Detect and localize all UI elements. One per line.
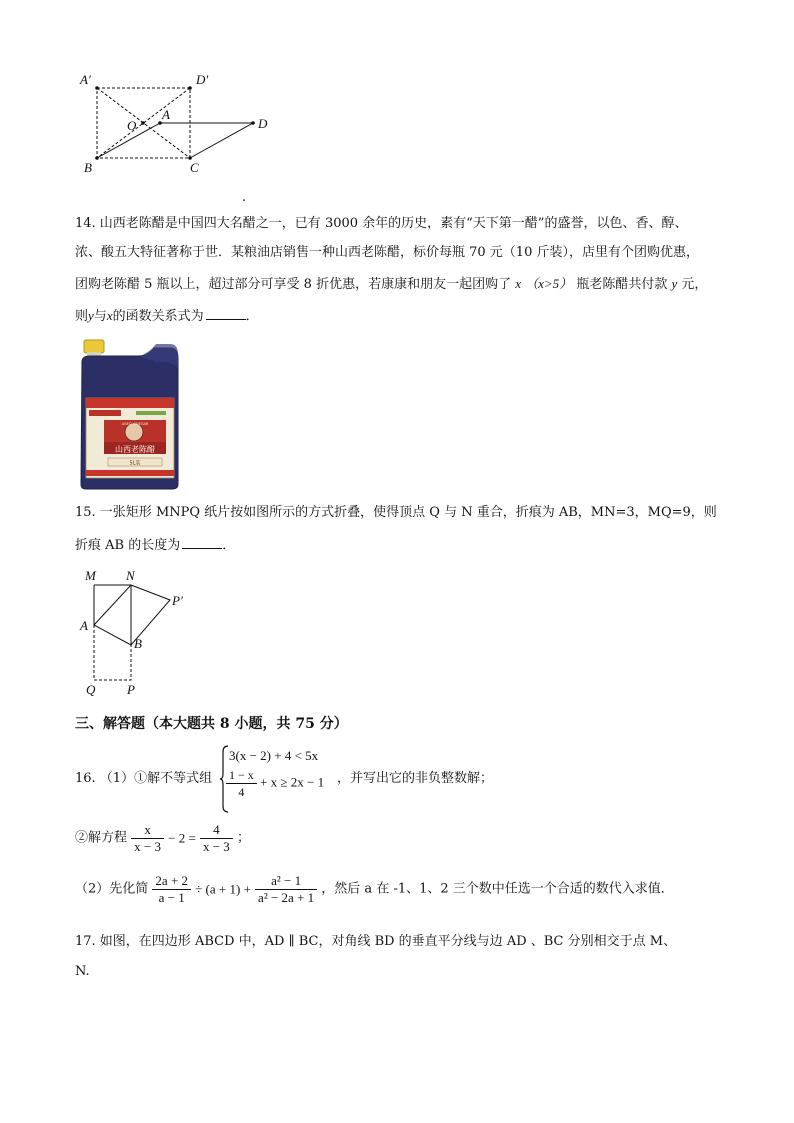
- q16-part3-suffix: ，然后 a 在 -1、1、2 三个数中任选一个合适的数代入求值．: [321, 881, 674, 897]
- fold-figure: [75, 570, 205, 700]
- inequality-2-numerator: 1 − x: [226, 768, 257, 784]
- q14-line-3: [75, 276, 707, 293]
- stray-dot: .: [242, 190, 247, 205]
- simplify-middle: ÷ (a + 1) +: [195, 881, 251, 897]
- q14-line-1: 14. 山西老陈醋是中国四大名醋之一，已有 3000 余年的历史，素有“天下第一醋”的盛誉，以色、香、醇、: [75, 216, 688, 231]
- fig1-label-a: A: [162, 107, 170, 122]
- q16-equation-line: [75, 823, 250, 854]
- q14-line-4: [75, 307, 259, 325]
- q15-line-2-text: 折痕 AB 的长度为: [75, 538, 181, 553]
- fig1-label-d: D: [258, 116, 268, 131]
- fold-label-m: M: [85, 568, 96, 583]
- q14-line-2: 浓、酸五大特征著称于世．某粮油店销售一种山西老陈醋，标价每瓶 70 元（10 斤装），店里有个团购优惠，: [75, 245, 699, 260]
- q14-line-4-c: 的函数关系式为: [112, 309, 204, 324]
- inequality-2: [226, 768, 324, 799]
- q14-var-y: y: [671, 276, 678, 291]
- q14-var-y-2: y: [88, 308, 94, 323]
- equation-left-denominator: x − 3: [134, 839, 161, 854]
- q14-var-x-2: x: [106, 308, 113, 323]
- bottle-volume-text: 5L装: [129, 460, 141, 467]
- fig1-label-a-prime: A′: [80, 72, 91, 87]
- fig1-label-d-prime: D′: [196, 72, 209, 87]
- q14-answer-blank[interactable]: [206, 307, 246, 320]
- q15-line-2: [75, 536, 235, 554]
- q17-line-2: N.: [75, 964, 90, 979]
- simplify-fraction-2: [255, 874, 317, 905]
- q14-line-4-a: 则: [75, 309, 89, 324]
- fig1-label-c: C: [190, 160, 199, 175]
- equation-right-fraction: [200, 823, 233, 854]
- q15-line-1: 15. 一张矩形 MNPQ 纸片按如图所示的方式折叠，使得顶点 Q 与 N 重合，折痕为 AB，MN=3，MQ=9，则: [75, 505, 717, 520]
- simplify-fraction-1-denominator: a − 1: [158, 890, 185, 905]
- q15-period: ．: [222, 538, 236, 553]
- fold-label-a: A: [80, 618, 88, 633]
- simplify-fraction-2-denominator: a² − 2a + 1: [258, 890, 315, 905]
- inequality-2-fraction: [226, 768, 257, 799]
- q14-var-x: x: [515, 276, 521, 291]
- vinegar-bottle-image: [78, 338, 182, 490]
- geometry-figure-1: [75, 68, 285, 183]
- fig1-label-b: B: [84, 160, 92, 175]
- q14-condition: （x>5）: [525, 276, 573, 291]
- q16-part1-prefix: 16. （1）①解不等式组: [75, 771, 213, 786]
- inequality-1: 3(x − 2) + 4 < 5x: [229, 748, 319, 763]
- q16-part1-suffix: ，并写出它的非负整数解；: [337, 771, 494, 786]
- equation-end: ；: [236, 830, 250, 846]
- equation-left-numerator: x: [131, 823, 164, 839]
- q16-part3-prefix: （2）先化简: [75, 881, 149, 897]
- fold-label-p: P: [127, 682, 135, 697]
- bottle-small-text: AGED VINEGAR: [121, 422, 149, 426]
- simplify-fraction-1: [152, 874, 191, 905]
- q17-line-1: 17. 如图，在四边形 ABCD 中，AD ∥ BC，对角线 BD 的垂直平分线与边 AD 、BC 分别相交于点 M、: [75, 934, 677, 949]
- q16-simplify-line: [75, 874, 674, 905]
- equation-middle: − 2 =: [168, 830, 196, 846]
- fold-label-q: Q: [86, 682, 96, 697]
- fold-label-n: N: [126, 568, 135, 583]
- simplify-fraction-2-numerator: a² − 1: [255, 874, 317, 890]
- section-3-heading: 三、解答题（本大题共 8 小题，共 75 分）: [75, 716, 348, 732]
- q14-period: ．: [245, 309, 259, 324]
- q14-line-3-c: 元，: [681, 277, 708, 292]
- q14-line-3-b: 瓶老陈醋共付款: [576, 277, 668, 292]
- fold-label-p-prime: P′: [172, 593, 183, 608]
- q15-answer-blank[interactable]: [182, 536, 222, 549]
- inequality-2-denominator: 4: [238, 785, 245, 799]
- q14-line-4-b: 与: [93, 309, 107, 324]
- bottle-brand-text: 山西老陈醋: [115, 445, 155, 454]
- q14-line-3-a: 团购老陈醋 5 瓶以上，超过部分可享受 8 折优惠，若康康和朋友一起团购了: [75, 277, 512, 292]
- fold-label-b: B: [134, 636, 142, 651]
- q16-part2-prefix: ②解方程: [75, 830, 128, 846]
- equation-right-numerator: 4: [200, 823, 233, 839]
- simplify-fraction-1-numerator: 2a + 2: [152, 874, 191, 890]
- equation-right-denominator: x − 3: [202, 839, 230, 854]
- fig1-label-o: O: [127, 118, 137, 133]
- inequality-2-rest: + x ≥ 2x − 1: [260, 774, 325, 790]
- equation-left-fraction: [131, 823, 164, 854]
